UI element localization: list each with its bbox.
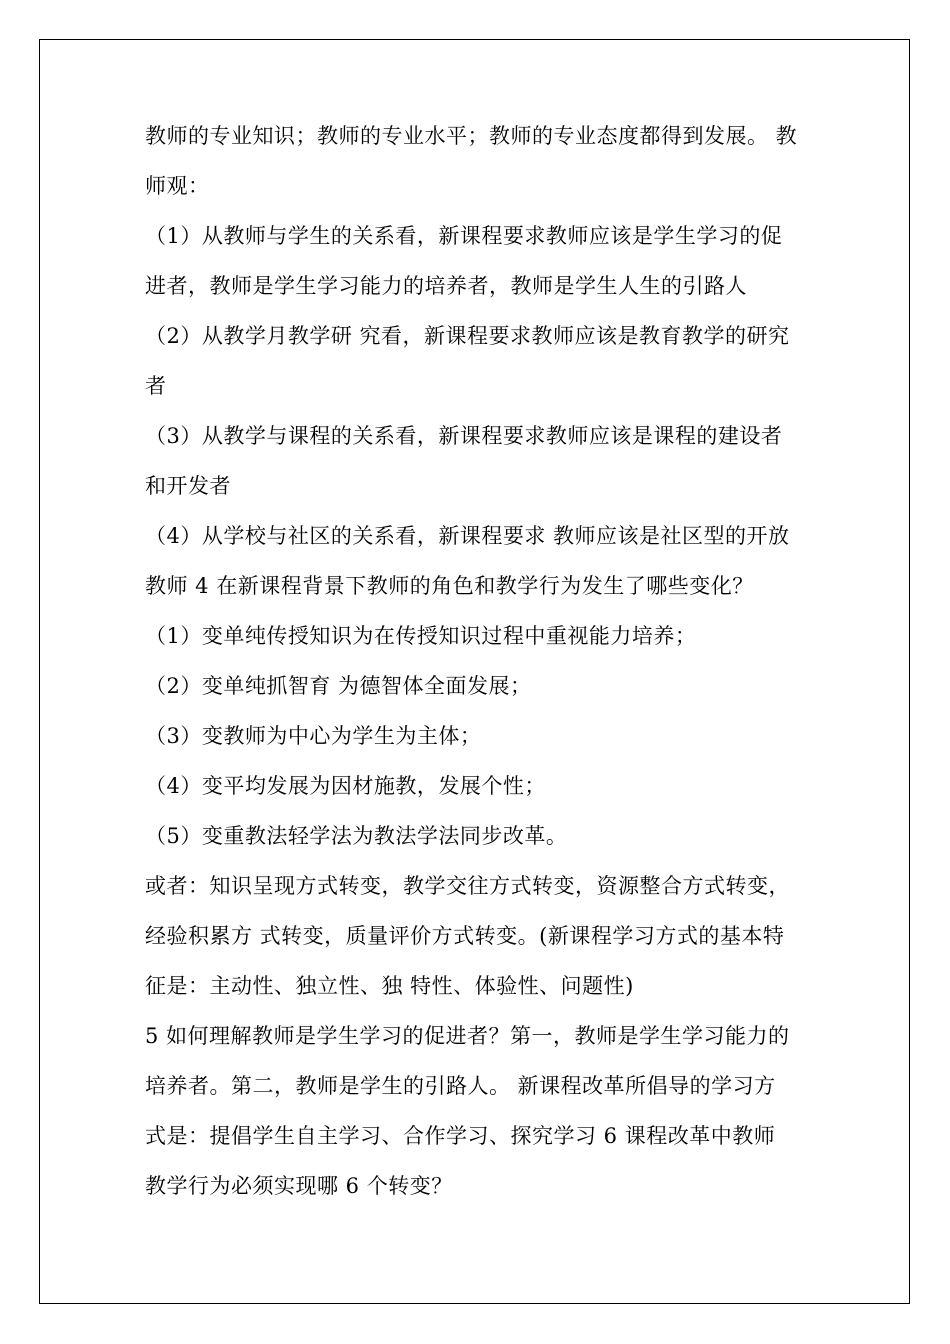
text-line: 教学行为必须实现哪 6 个转变？ (145, 1174, 453, 1198)
text-line: 和开发者 (145, 474, 231, 498)
text-line: 教师 4 在新课程背景下教师的角色和教学行为发生了哪些变化？ (145, 574, 754, 598)
text-line: 征是：主动性、独立性、独 特性、体验性、问题性) (145, 974, 634, 998)
text-line: （3）从教学与课程的关系看，新课程要求教师应该是课程的建设者 (145, 424, 783, 448)
text-line: 教师的专业知识；教师的专业水平；教师的专业态度都得到发展。 教 (145, 124, 798, 148)
text-line: （3）变教师为中心为学生为主体； (145, 724, 482, 748)
text-line: 进者，教师是学生学习能力的培养者，教师是学生人生的引路人 (145, 274, 747, 298)
text-line: 者 (145, 374, 167, 398)
document-body (145, 120, 815, 1220)
text-line: 师观： (145, 174, 210, 198)
text-line: （1）变单纯传授知识为在传授知识过程中重视能力培养； (145, 624, 697, 648)
text-line: 式是：提倡学生自主学习、合作学习、探究学习 6 课程改革中教师 (145, 1124, 776, 1148)
text-line: 经验积累方 式转变，质量评价方式转变。(新课程学习方式的基本特 (145, 924, 785, 948)
text-line: 5 如何理解教师是学生学习的促进者？第一，教师是学生学习能力的 (145, 1024, 790, 1048)
text-line: （4）变平均发展为因材施教，发展个性； (145, 774, 546, 798)
text-line: （4）从学校与社区的关系看，新课程要求 教师应该是社区型的开放 (145, 524, 790, 548)
text-line: （2）变单纯抓智育 为德智体全面发展； (145, 674, 532, 698)
text-line: （1）从教师与学生的关系看，新课程要求教师应该是学生学习的促 (145, 224, 783, 248)
text-line: 或者：知识呈现方式转变，教学交往方式转变，资源整合方式转变， (145, 874, 790, 898)
text-line: （2）从教学月教学研 究看，新课程要求教师应该是教育教学的研究 (145, 324, 790, 348)
text-line: （5）变重教法轻学法为教法学法同步改革。 (145, 824, 568, 848)
text-line: 培养者。第二，教师是学生的引路人。 新课程改革所倡导的学习方 (145, 1074, 776, 1098)
